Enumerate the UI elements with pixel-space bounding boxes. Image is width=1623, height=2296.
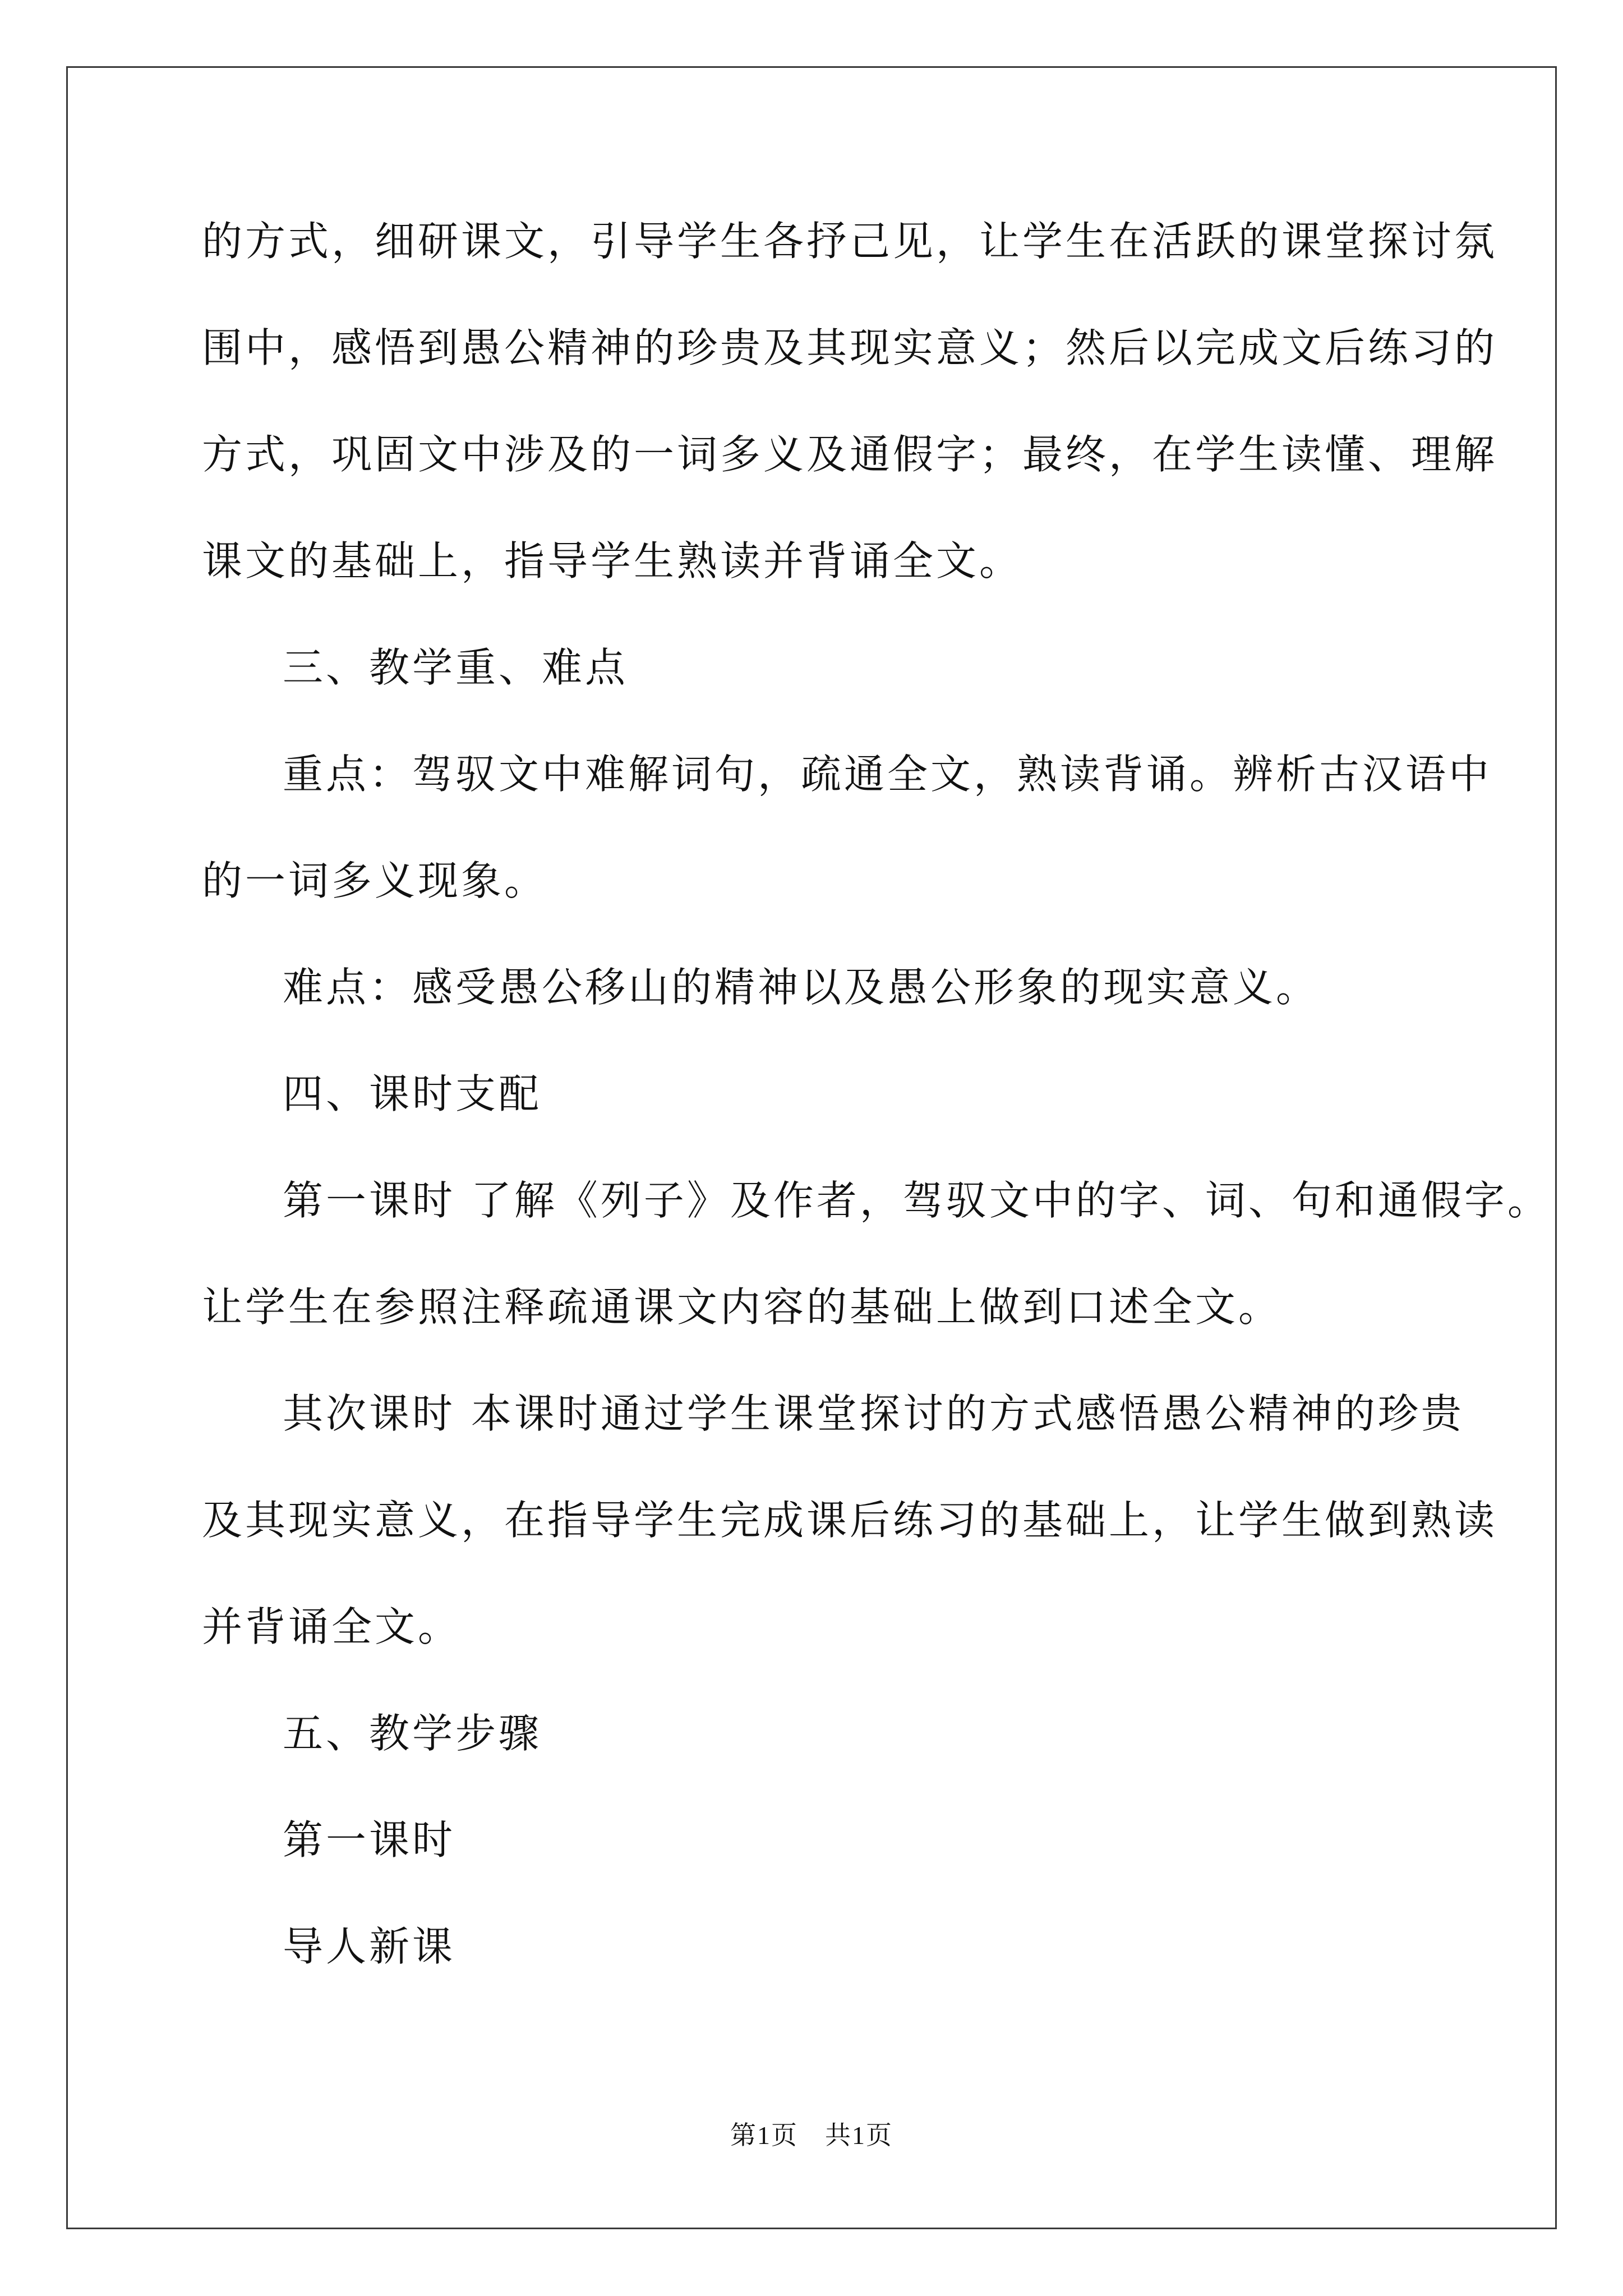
paragraph-line: 其次课时 本课时通过学生课堂探讨的方式感悟愚公精神的珍贵 <box>283 1390 1464 1437</box>
section-heading-steps: 五、教学步骤 <box>283 1710 542 1757</box>
paragraph-line: 方式，巩固文中涉及的一词多义及通假字；最终，在学生读懂、理解 <box>202 431 1498 478</box>
page-number-footer: 第1页 共1页 <box>730 2121 893 2150</box>
paragraph-line: 难点：感受愚公移山的精神以及愚公形象的现实意义。 <box>283 964 1320 1011</box>
paragraph-line: 的方式，细研课文，引导学生各抒己见，让学生在活跃的课堂探讨氛 <box>202 218 1498 265</box>
section-heading-key-points: 三、教学重、难点 <box>283 644 629 691</box>
paragraph-line: 重点：驾驭文中难解词句，疏通全文，熟读背诵。辨析古汉语中 <box>283 751 1492 798</box>
paragraph-line: 让学生在参照注释疏通课文内容的基础上做到口述全文。 <box>202 1283 1282 1331</box>
paragraph-line: 的一词多义现象。 <box>202 857 548 904</box>
subheading-first-lesson: 第一课时 <box>283 1816 456 1864</box>
paragraph-line: 第一课时 了解《列子》及作者，驾驭文中的字、词、句和通假字。 <box>283 1177 1551 1224</box>
section-heading-schedule: 四、课时支配 <box>283 1070 542 1117</box>
paragraph-line: 课文的基础上，指导学生熟读并背诵全文。 <box>202 537 1023 585</box>
document-body <box>202 208 1551 2019</box>
paragraph-line: 围中，感悟到愚公精神的珍贵及其现实意义；然后以完成文后练习的 <box>202 324 1498 371</box>
subheading-introduction: 导人新课 <box>283 1923 456 1970</box>
paragraph-line: 及其现实意义，在指导学生完成课后练习的基础上，让学生做到熟读 <box>202 1497 1498 1544</box>
paragraph-line: 并背诵全文。 <box>202 1603 462 1650</box>
